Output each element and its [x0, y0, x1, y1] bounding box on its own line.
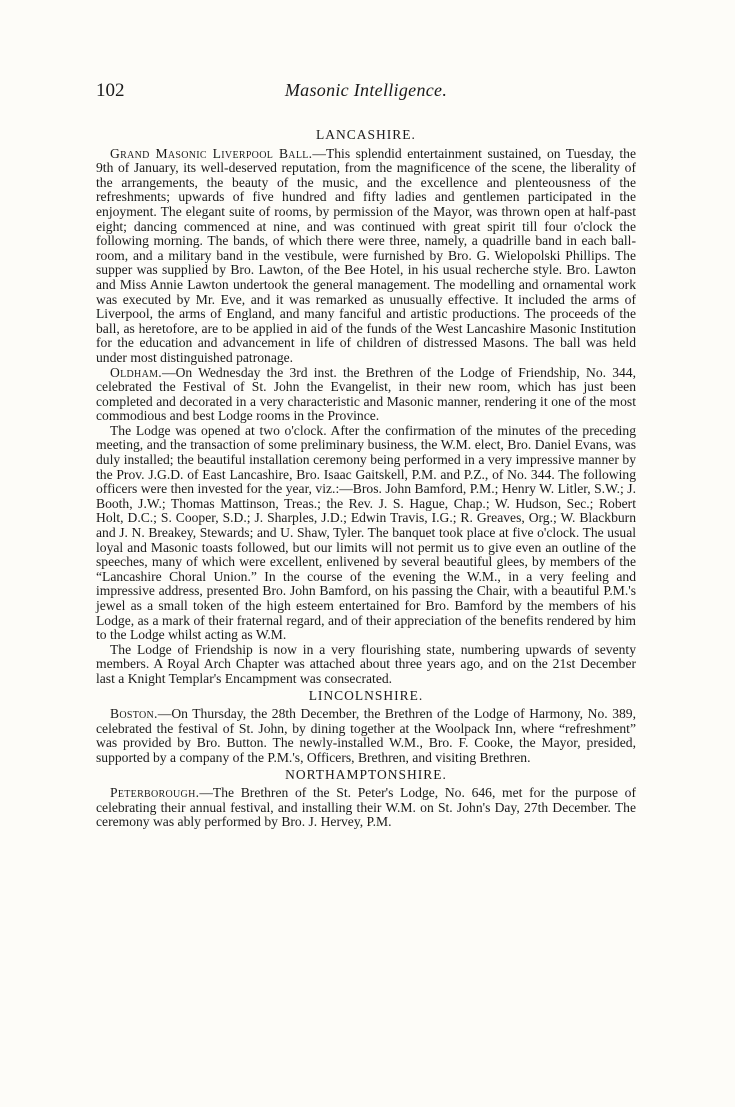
paragraph-lead: Grand Masonic Liverpool Ball.	[110, 145, 313, 161]
paragraph-lead: Boston.	[110, 706, 158, 722]
section-heading: LANCASHIRE.	[316, 127, 416, 142]
paragraph-oldham-lodge	[96, 424, 636, 643]
paragraph-boston	[96, 707, 636, 765]
paragraph-text: —On Thursday, the 28th December, the Brethren of the Lodge of Harmony, No. 389, celebrated the festival of St. John, by dining together at the Woolpack Inn, where “refreshment” was provided by Bro. Button. The newly-installed W.M., Bro. F. Cooke, the Mayor, presided, supported by a company of the P.M.'s, Officers, Brethren, and visiting Brethren.	[96, 706, 636, 765]
section-heading: LINCOLNSHIRE.	[308, 687, 424, 703]
section-lincolnshire	[96, 689, 636, 766]
paragraph-text: The Lodge was opened at two o'clock. After the confirmation of the minutes of the preceding meeting, and the transaction of some preliminary business, the W.M. elect, Bro. Daniel Evans, was duly installed; the beautiful installation ceremony being performed in a very impressive manner by the Prov. J.G.D. of East Lancashire, Bro. Isaac Gaitskell, P.M. and P.Z., of No. 344. The following officers were then invested for the year, viz.:—Bros. John Bamford, P.M.; Henry W. Litler, S.W.; J. Booth, J.W.; Thomas Mattinson, Treas.; the Rev. J. S. Hague, Chap.; W. Hudson, Sec.; Robert Holt, D.C.; S. Cooper, S.D.; J. Sharples, J.D.; Edwin Travis, I.G.; R. Greaves, Org.; W. Blackburn and J. N. Breakey, Stewards; and U. Shaw, Tyler. The banquet took place at five o'clock. The usual loyal and Masonic toasts followed, but our limits will not permit us to give even an outline of the speeches, many of which were excellent, enlivened by several beautiful glees, by members of the “Lancashire Choral Union.” In the course of the evening the W.M., in a very feeling and impressive address, presented Bro. John Bamford, on his passing the Chair, with a beautiful P.M.'s jewel as a small token of the high esteem entertained for Bro. Bamford by the members of his Lodge, as a mark of their fraternal regard, and of their appreciation of the benefits rendered by him to the Lodge whilst acting as W.M.	[96, 422, 636, 643]
paragraph-text: —On Wednesday the 3rd inst. the Brethren of the Lodge of Friendship, No. 344, celebrated the Festival of St. John the Evangelist, in their new room, which has just been completed and decorated in a very characteristic and Masonic manner, rendering it one of the most commodious and best Lodge rooms in the Province.	[96, 364, 636, 424]
section-lancashire	[96, 128, 636, 687]
paragraph-text: —The Brethren of the St. Peter's Lodge, No. 646, met for the purpose of celebrating their annual festival, and installing their W.M. on St. John's Day, 27th December. The ceremony was ably performed by Bro. J. Hervey, P.M.	[96, 785, 636, 830]
paragraph-peterborough	[96, 786, 636, 830]
running-title: Masonic Intelligence.	[284, 80, 448, 100]
paragraph-lead: Oldham.	[110, 364, 162, 380]
paragraph-oldham	[96, 366, 636, 424]
running-head	[96, 80, 636, 104]
paragraph-friendship	[96, 643, 636, 687]
paragraph-text: —This splendid entertainment sustained, on Tuesday, the 9th of January, its well-deserved reputation, from the magnificence of the scene, the liberality of the arrangements, the beauty of the music, and the excellence and plenteousness of the refreshments; upwards of five hundred and fifty ladies and gentlemen participated in the enjoyment. The elegant suite of rooms, by permission of the Mayor, was thrown open at half-past eight; dancing commenced at nine, and was continued with great spirit till four o'clock the following morning. The bands, of which there were three, namely, a quadrille band in each ball-room, and a military band in the vestibule, were furnished by Bro. G. Wielopolski Phillips. The supper was supplied by Bro. Lawton, of the Bee Hotel, in his usual recherche style. Bro. Lawton and Miss Annie Lawton undertook the general management. The modelling and ornamental work was executed by Mr. Eve, and it was remarked as unusually effective. It included the arms of Liverpool, the arms of England, and many fanciful and artistic productions. The proceeds of the ball, as heretofore, are to be applied in aid of the funds of the West Lancashire Masonic Institution for the education and advancement in life of children of distressed Masons. The ball was held under most distinguished patronage.	[96, 145, 637, 365]
section-northamptonshire	[96, 768, 636, 830]
page-number: 102	[96, 80, 125, 101]
paragraph-liverpool-ball	[96, 147, 636, 366]
article-body	[96, 126, 636, 830]
paragraph-lead: Peterborough.	[110, 785, 200, 801]
paragraph-text: The Lodge of Friendship is now in a very flourishing state, numbering upwards of seventy members. A Royal Arch Chapter was attached about three years ago, and on the 21st December last a Knight Templar's Encampment was consecrated.	[96, 641, 636, 686]
section-heading: NORTHAMPTONSHIRE.	[285, 766, 447, 782]
